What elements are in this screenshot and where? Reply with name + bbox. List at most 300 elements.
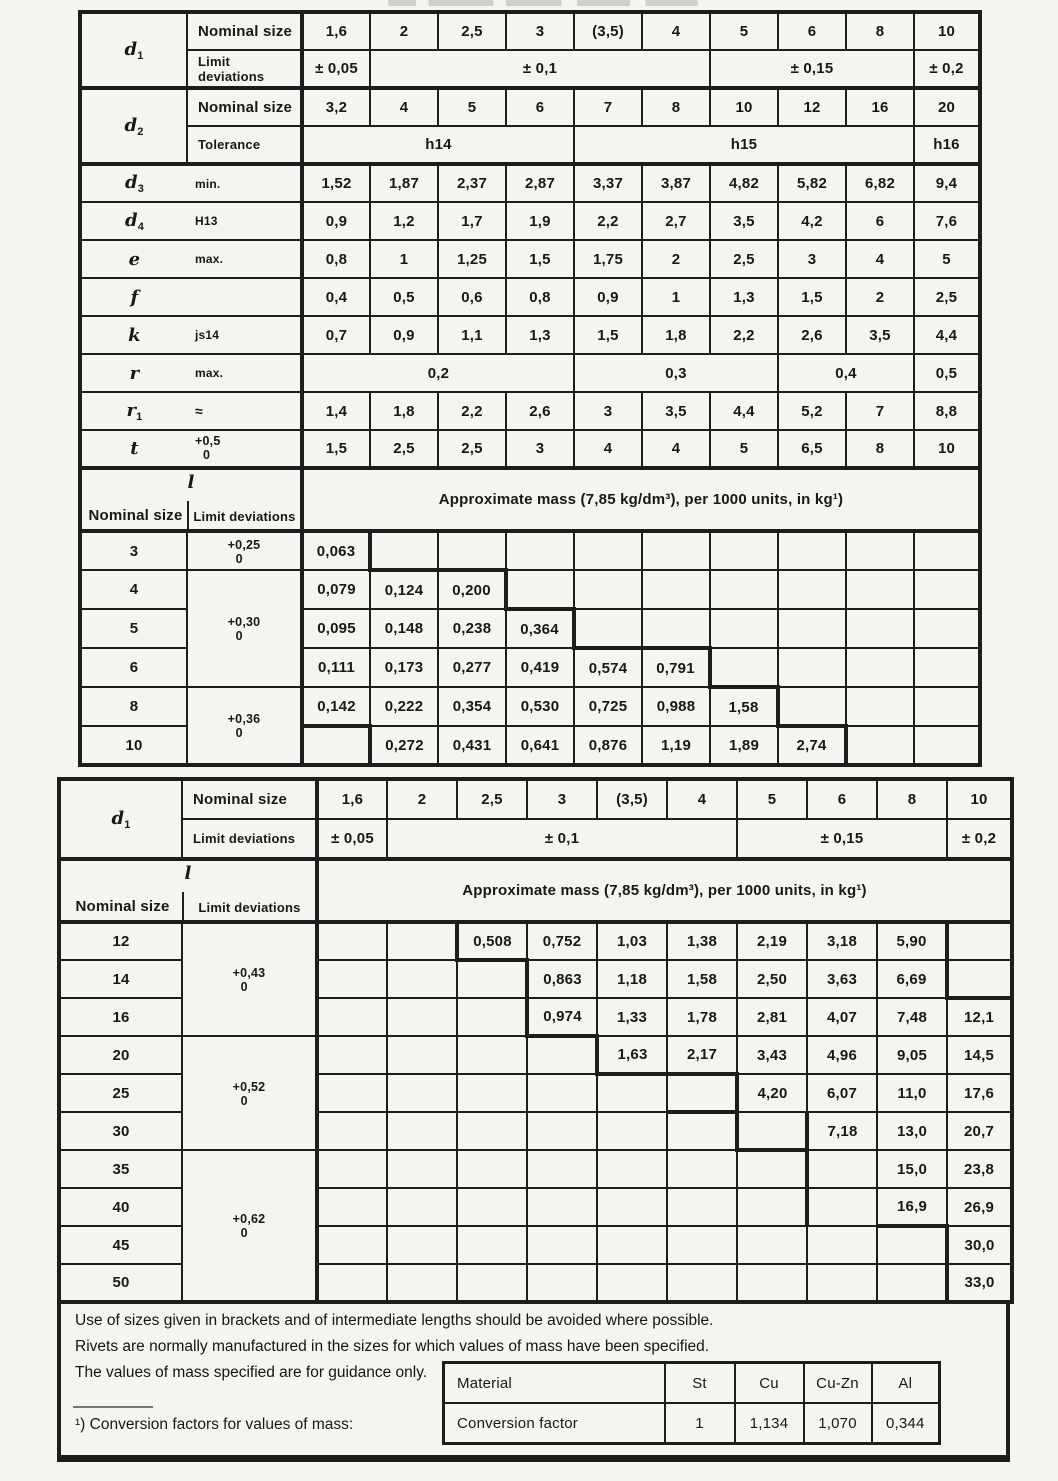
cell: St xyxy=(665,1363,735,1404)
cell: 0,200 xyxy=(438,570,506,609)
cell xyxy=(457,1074,527,1112)
cell: 0,752 xyxy=(527,922,597,960)
divider xyxy=(182,892,184,920)
nominal-length: 3 xyxy=(80,531,187,570)
deviation: +0,30 0 xyxy=(187,570,302,687)
cell: Cu-Zn xyxy=(804,1363,872,1404)
cell xyxy=(574,531,642,570)
cell: 0,111 xyxy=(302,648,370,687)
cell xyxy=(737,1150,807,1188)
cell: 4,96 xyxy=(807,1036,877,1074)
cell: 13,0 xyxy=(877,1112,947,1150)
cell: 7 xyxy=(574,88,642,126)
cell xyxy=(807,1226,877,1264)
nominal-length: 20 xyxy=(59,1036,182,1074)
cell: 6 xyxy=(778,12,846,50)
cell: 0,8 xyxy=(506,278,574,316)
cell xyxy=(642,531,710,570)
mass-header: Approximate mass (7,85 kg/dm³), per 1000 units, in kg¹) xyxy=(302,468,980,531)
cell: Cu xyxy=(735,1363,804,1404)
cell: 2,5 xyxy=(710,240,778,278)
cell: 1,5 xyxy=(506,240,574,278)
cell: 5 xyxy=(438,88,506,126)
cell xyxy=(317,922,387,960)
cell xyxy=(807,1188,877,1226)
cell: 0,988 xyxy=(642,687,710,726)
material-label: Material xyxy=(444,1363,665,1404)
t1-f-row xyxy=(80,278,980,316)
cell: 16 xyxy=(846,88,914,126)
cell: 4 xyxy=(667,779,737,819)
cell: 5 xyxy=(914,240,980,278)
cell: 2,87 xyxy=(506,164,574,202)
cell: 4,4 xyxy=(710,392,778,430)
cell: 3 xyxy=(506,12,574,50)
cell: 0,641 xyxy=(506,726,574,765)
cell xyxy=(527,1074,597,1112)
cell: 2,74 xyxy=(778,726,846,765)
nominal-length: 12 xyxy=(59,922,182,960)
cell: 4,4 xyxy=(914,316,980,354)
cell: 0,5 xyxy=(370,278,438,316)
cell xyxy=(846,648,914,687)
cell: 5 xyxy=(710,12,778,50)
cell xyxy=(597,1226,667,1264)
cell: 6,69 xyxy=(877,960,947,998)
nominal-length: 10 xyxy=(80,726,187,765)
condition-label: ≈ xyxy=(187,392,302,430)
cell: 2,5 xyxy=(438,430,506,468)
row-label: Nominal size xyxy=(187,88,302,126)
t1-d1-deviation-row xyxy=(80,50,980,88)
d1-symbol: $d_1$ xyxy=(59,779,182,859)
t1-k-row xyxy=(80,316,980,354)
nominal-length: 6 xyxy=(80,648,187,687)
cell: Al xyxy=(872,1363,940,1404)
cell xyxy=(737,1226,807,1264)
cell xyxy=(710,648,778,687)
cell: 8 xyxy=(846,430,914,468)
cell xyxy=(877,1226,947,1264)
cell: 0,272 xyxy=(370,726,438,765)
cell: 1,38 xyxy=(667,922,737,960)
cell: 11,0 xyxy=(877,1074,947,1112)
cell: 7,6 xyxy=(914,202,980,240)
cell: 4 xyxy=(574,430,642,468)
cell xyxy=(597,1112,667,1150)
nominal-size-label: Nominal size xyxy=(88,507,183,524)
mass-header: Approximate mass (7,85 kg/dm³), per 1000 units, in kg¹) xyxy=(317,859,1012,922)
cell xyxy=(506,531,574,570)
limit-deviations-label: Limit deviations xyxy=(198,900,301,915)
cell: 0,2 xyxy=(302,354,574,392)
cell xyxy=(877,1264,947,1302)
t1-length-header-row xyxy=(80,468,980,531)
cell xyxy=(527,1036,597,1074)
cell: 10 xyxy=(947,779,1012,819)
cell xyxy=(387,960,457,998)
condition-label: max. xyxy=(187,240,302,278)
cell: 6 xyxy=(807,779,877,819)
cell xyxy=(302,726,370,765)
cell xyxy=(846,687,914,726)
deviation: +0,25 0 xyxy=(187,531,302,570)
nominal-length: 45 xyxy=(59,1226,182,1264)
cell: 2,2 xyxy=(438,392,506,430)
cell: 0,354 xyxy=(438,687,506,726)
cell: 8,8 xyxy=(914,392,980,430)
cell: h14 xyxy=(302,126,574,164)
d3-symbol: $d_3$ xyxy=(80,164,187,202)
conversion-factor-label: Conversion factor xyxy=(444,1403,665,1444)
cell: 1,63 xyxy=(597,1036,667,1074)
cell: 0,095 xyxy=(302,609,370,648)
cell: 17,6 xyxy=(947,1074,1012,1112)
deviation: +0,43 0 xyxy=(182,922,317,1036)
cell: 14,5 xyxy=(947,1036,1012,1074)
cell xyxy=(317,1264,387,1302)
condition-label: +0,5 0 xyxy=(187,430,302,468)
condition-label xyxy=(187,278,302,316)
footnote: ¹) Conversion factors for values of mass: xyxy=(75,1416,354,1433)
cell xyxy=(597,1074,667,1112)
cell: 20 xyxy=(914,88,980,126)
cell xyxy=(317,998,387,1036)
cell: 16,9 xyxy=(877,1188,947,1226)
cell xyxy=(457,1150,527,1188)
cell: 1,8 xyxy=(370,392,438,430)
cell: 0,791 xyxy=(642,648,710,687)
cell: ± 0,2 xyxy=(947,819,1012,859)
cell: ± 0,1 xyxy=(387,819,737,859)
t2-row-20 xyxy=(59,1036,1012,1074)
cell: 0,063 xyxy=(302,531,370,570)
cell: 5 xyxy=(737,779,807,819)
cell: 1,58 xyxy=(710,687,778,726)
d4-symbol: $d_4$ xyxy=(80,202,187,240)
cell: 7 xyxy=(846,392,914,430)
cell xyxy=(527,1188,597,1226)
cell: 0,8 xyxy=(302,240,370,278)
cell: 3,87 xyxy=(642,164,710,202)
cell: 0,173 xyxy=(370,648,438,687)
cell: 0,364 xyxy=(506,609,574,648)
cell: 6 xyxy=(506,88,574,126)
cell: 3,5 xyxy=(710,202,778,240)
cell: 0,4 xyxy=(778,354,914,392)
cell: 1,03 xyxy=(597,922,667,960)
cell: 4 xyxy=(642,12,710,50)
nominal-length: 50 xyxy=(59,1264,182,1302)
cell: 0,079 xyxy=(302,570,370,609)
cell xyxy=(387,998,457,1036)
cell: 2,5 xyxy=(370,430,438,468)
cell: 0,7 xyxy=(302,316,370,354)
t2-d1-nominal-row xyxy=(59,779,1012,819)
cell xyxy=(317,1188,387,1226)
cell: 1,58 xyxy=(667,960,737,998)
cell xyxy=(737,1264,807,1302)
cell xyxy=(914,570,980,609)
cell xyxy=(574,570,642,609)
k-symbol: k xyxy=(80,316,187,354)
cell xyxy=(846,570,914,609)
t2-row-12 xyxy=(59,922,1012,960)
cell: 4,07 xyxy=(807,998,877,1036)
cell: 2,6 xyxy=(506,392,574,430)
cell xyxy=(846,531,914,570)
cell: 9,05 xyxy=(877,1036,947,1074)
cell: 7,48 xyxy=(877,998,947,1036)
cell: 1,19 xyxy=(642,726,710,765)
cell xyxy=(778,687,846,726)
cell: 5,90 xyxy=(877,922,947,960)
cell: 0,725 xyxy=(574,687,642,726)
cell xyxy=(387,1226,457,1264)
cell: ± 0,15 xyxy=(710,50,914,88)
cell: (3,5) xyxy=(597,779,667,819)
e-symbol: e xyxy=(80,240,187,278)
cell: 4,2 xyxy=(778,202,846,240)
cell xyxy=(317,1074,387,1112)
cell: 2,2 xyxy=(710,316,778,354)
cell: 1,18 xyxy=(597,960,667,998)
cell: 0,530 xyxy=(506,687,574,726)
cell: 1,070 xyxy=(804,1403,872,1444)
row-label: Tolerance xyxy=(187,126,302,164)
cell: 1,134 xyxy=(735,1403,804,1444)
cell: 1,9 xyxy=(506,202,574,240)
cell: 0,876 xyxy=(574,726,642,765)
cell: 3,5 xyxy=(642,392,710,430)
condition-label: js14 xyxy=(187,316,302,354)
t2-row-35 xyxy=(59,1150,1012,1188)
cell: 3 xyxy=(527,779,597,819)
cell: 5 xyxy=(710,430,778,468)
cell: 4 xyxy=(642,430,710,468)
t1-d1-nominal-row xyxy=(80,12,980,50)
cell: 1,5 xyxy=(778,278,846,316)
cell xyxy=(527,1150,597,1188)
cell: 2,50 xyxy=(737,960,807,998)
cell xyxy=(527,1226,597,1264)
cell: 0,9 xyxy=(302,202,370,240)
cell: ± 0,15 xyxy=(737,819,947,859)
cell: 2,5 xyxy=(457,779,527,819)
t-symbol: t xyxy=(80,430,187,468)
cell: 0,142 xyxy=(302,687,370,726)
cell: 2,7 xyxy=(642,202,710,240)
nominal-length: 14 xyxy=(59,960,182,998)
cell: 6,5 xyxy=(778,430,846,468)
cell: 1,89 xyxy=(710,726,778,765)
cell: 3,5 xyxy=(846,316,914,354)
cell xyxy=(667,1150,737,1188)
nominal-length: 4 xyxy=(80,570,187,609)
cell: 0,277 xyxy=(438,648,506,687)
cell: 4 xyxy=(370,88,438,126)
cell xyxy=(807,1264,877,1302)
cell: 6,07 xyxy=(807,1074,877,1112)
cell xyxy=(914,687,980,726)
f-symbol: f xyxy=(80,278,187,316)
cell xyxy=(597,1150,667,1188)
cell: 4 xyxy=(846,240,914,278)
t1-mass-row-4 xyxy=(80,570,980,609)
cell xyxy=(457,1188,527,1226)
cell xyxy=(527,1112,597,1150)
t1-d2-tolerance-row xyxy=(80,126,980,164)
cell: 3 xyxy=(778,240,846,278)
long-rivets-mass-table xyxy=(57,777,1014,1304)
cell xyxy=(667,1074,737,1112)
cell: 2,5 xyxy=(438,12,506,50)
length-header: l Nominal size Limit deviations xyxy=(59,859,317,922)
cell xyxy=(846,726,914,765)
cell: 3,2 xyxy=(302,88,370,126)
cell: 1,2 xyxy=(370,202,438,240)
cell xyxy=(642,570,710,609)
cell: 1,5 xyxy=(574,316,642,354)
t1-d2-nominal-row xyxy=(80,88,980,126)
dimensions-table xyxy=(78,10,982,767)
cell xyxy=(387,1188,457,1226)
cell xyxy=(737,1188,807,1226)
cell: 1 xyxy=(370,240,438,278)
t1-mass-row-3 xyxy=(80,531,980,570)
cell: 0,344 xyxy=(872,1403,940,1444)
cell: 2,5 xyxy=(914,278,980,316)
cell xyxy=(387,1074,457,1112)
cell: 6,82 xyxy=(846,164,914,202)
t1-e-row xyxy=(80,240,980,278)
cell: 0,9 xyxy=(370,316,438,354)
cell: 1,75 xyxy=(574,240,642,278)
cell xyxy=(387,1112,457,1150)
t1-d3-row xyxy=(80,164,980,202)
cell: 2,17 xyxy=(667,1036,737,1074)
cell: 0,238 xyxy=(438,609,506,648)
cell: 2 xyxy=(387,779,457,819)
cell xyxy=(710,609,778,648)
cell: 0,508 xyxy=(457,922,527,960)
cell xyxy=(914,531,980,570)
material-header-row xyxy=(444,1363,940,1404)
cell xyxy=(387,922,457,960)
cell: 26,9 xyxy=(947,1188,1012,1226)
note-line-3: The values of mass specified are for guidance only. xyxy=(75,1364,428,1381)
condition-label: H13 xyxy=(187,202,302,240)
cell: h15 xyxy=(574,126,914,164)
cell: 7,18 xyxy=(807,1112,877,1150)
d1-symbol: $d_1$ xyxy=(80,12,187,88)
cell xyxy=(387,1150,457,1188)
deviation: +0,62 0 xyxy=(182,1150,317,1302)
cell xyxy=(914,726,980,765)
cell xyxy=(642,609,710,648)
t1-r1-row xyxy=(80,392,980,430)
cell: 10 xyxy=(914,430,980,468)
cell xyxy=(506,570,574,609)
cell: 1,8 xyxy=(642,316,710,354)
cell xyxy=(597,1188,667,1226)
cell: ± 0,2 xyxy=(914,50,980,88)
cell xyxy=(710,570,778,609)
cell xyxy=(387,1036,457,1074)
d2-symbol: $d_2$ xyxy=(80,88,187,164)
t1-t-row xyxy=(80,430,980,468)
cell: 1 xyxy=(665,1403,735,1444)
nominal-length: 35 xyxy=(59,1150,182,1188)
cell xyxy=(457,960,527,998)
cell xyxy=(457,1264,527,1302)
cell: 5,2 xyxy=(778,392,846,430)
cell xyxy=(457,1226,527,1264)
t1-d4-row xyxy=(80,202,980,240)
cell: 1,6 xyxy=(317,779,387,819)
cell xyxy=(710,531,778,570)
cell: 3,37 xyxy=(574,164,642,202)
cell: 2 xyxy=(642,240,710,278)
cell: 10 xyxy=(710,88,778,126)
cell: 10 xyxy=(914,12,980,50)
cell: 4,82 xyxy=(710,164,778,202)
cell: 1,52 xyxy=(302,164,370,202)
cell: 30,0 xyxy=(947,1226,1012,1264)
cell: 0,419 xyxy=(506,648,574,687)
row-label: Limit deviations xyxy=(182,819,317,859)
deviation: +0,52 0 xyxy=(182,1036,317,1150)
cell xyxy=(778,609,846,648)
cell: 8 xyxy=(877,779,947,819)
cell xyxy=(597,1264,667,1302)
cell: 1,3 xyxy=(506,316,574,354)
cell: h16 xyxy=(914,126,980,164)
cell: 8 xyxy=(642,88,710,126)
cell: 9,4 xyxy=(914,164,980,202)
cell: ± 0,05 xyxy=(302,50,370,88)
cell: 12 xyxy=(778,88,846,126)
t2-length-header-row xyxy=(59,859,1012,922)
nominal-length: 30 xyxy=(59,1112,182,1150)
cell: 8 xyxy=(846,12,914,50)
cell: 1,1 xyxy=(438,316,506,354)
cell xyxy=(914,648,980,687)
cell: 2,81 xyxy=(737,998,807,1036)
cell: 1,6 xyxy=(302,12,370,50)
cell xyxy=(574,609,642,648)
notes-box xyxy=(57,1300,1010,1462)
cell: 0,4 xyxy=(302,278,370,316)
cell: 3,18 xyxy=(807,922,877,960)
cell xyxy=(457,1036,527,1074)
cell xyxy=(317,1150,387,1188)
cell: 3,43 xyxy=(737,1036,807,1074)
cell xyxy=(914,609,980,648)
cell: 2,2 xyxy=(574,202,642,240)
condition-label: min. xyxy=(187,164,302,202)
cell xyxy=(317,1226,387,1264)
length-header: l Nominal size Limit deviations xyxy=(80,468,302,531)
cell xyxy=(667,1188,737,1226)
row-label: Nominal size xyxy=(182,779,317,819)
cell xyxy=(370,531,438,570)
cell: 1,78 xyxy=(667,998,737,1036)
cropped-caption-fragment xyxy=(388,0,698,6)
cell xyxy=(317,1112,387,1150)
cell: 0,9 xyxy=(574,278,642,316)
cell: 0,431 xyxy=(438,726,506,765)
